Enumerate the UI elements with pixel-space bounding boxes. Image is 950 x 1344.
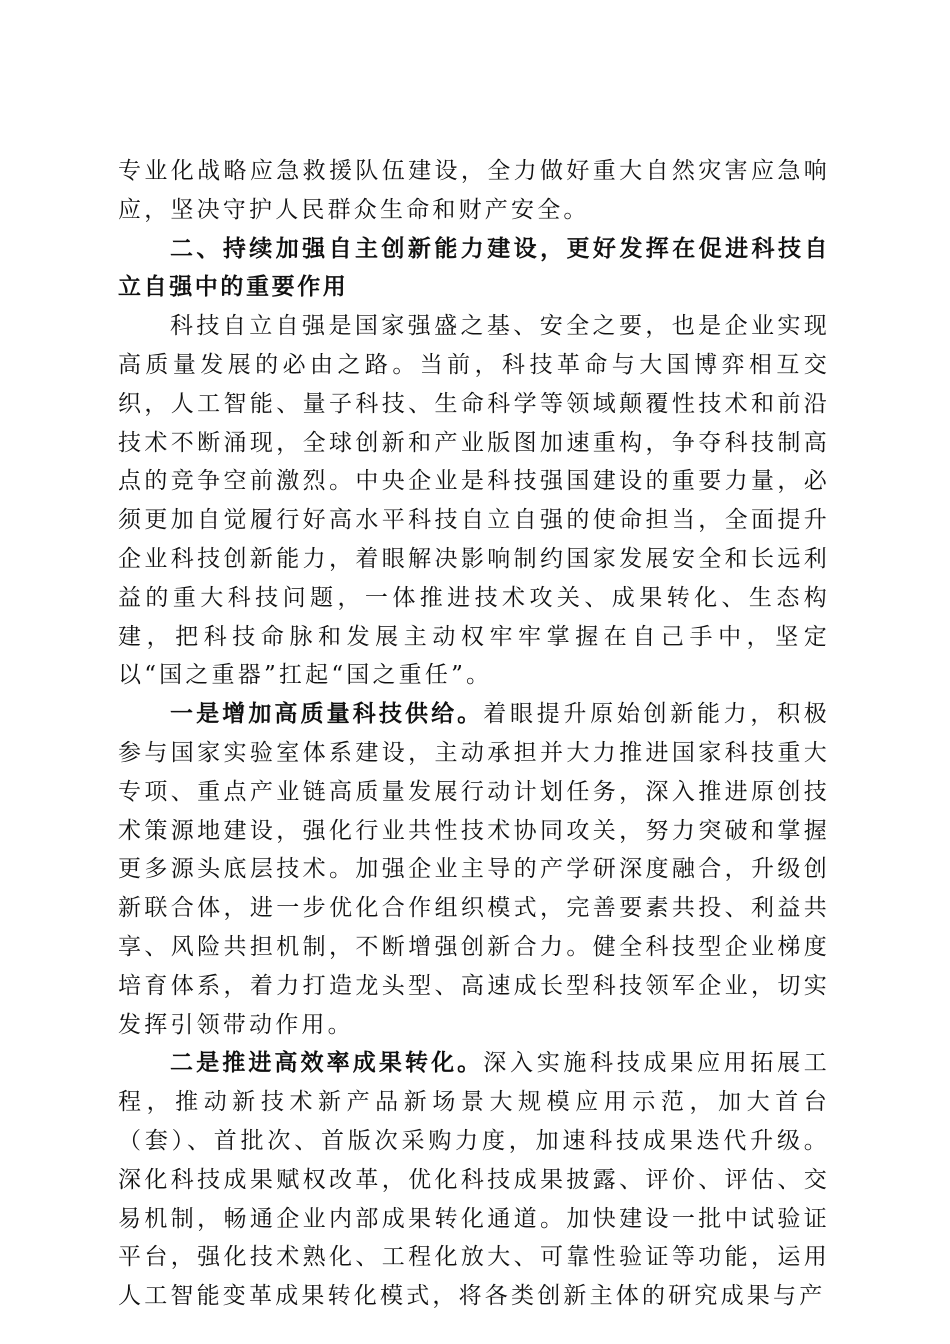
point-two-body: 深入实施科技成果应用拓展工程，推动新技术新产品新场景大规模应用示范，加大首台（套）、首批次、首版次采购力度，加速科技成果迭代升级。深化科技成果赋权改革，优化科技成果披露、评价、评估、交易机制，畅通企业内部成果转化通道。加快建设一批中试验证平台，强化技术熟化、工程化放大、可靠性验证等功能，运用人工智能变革成果转化模式，将各类创新主体的研究成果与产 bbox=[118, 1050, 830, 1310]
intro-paragraph: 科技自立自强是国家强盛之基、安全之要，也是企业实现高质量发展的必由之路。当前，科技革命与大国博弈相互交织，人工智能、量子科技、生命科学等领域颠覆性技术和前沿技术不断涌现，全球创新和产业版图加速重构，争夺科技制高点的竞争空前激烈。中央企业是科技强国建设的重要力量，必须更加自觉履行好高水平科技自立自强的使命担当，全面提升企业科技创新能力，着眼解决影响制约国家发展安全和长远利益的重大科技问题，一体推进技术攻关、成果转化、生态构建，把科技命脉和发展主动权牢牢掌握在自己手中，坚定以“国之重器”扛起“国之重任”。 bbox=[118, 313, 830, 689]
section-heading: 二、持续加强自主创新能力建设，更好发挥在促进科技自立自强中的重要作用 bbox=[118, 235, 830, 301]
point-one-paragraph bbox=[118, 695, 830, 1044]
continued-paragraph: 专业化战略应急救援队伍建设，全力做好重大自然灾害应急响应，坚决守护人民群众生命和财产安全。 bbox=[118, 158, 830, 223]
document-body bbox=[118, 152, 830, 1316]
point-two-paragraph bbox=[118, 1044, 830, 1316]
point-two-lead: 二是推进高效率成果转化。 bbox=[170, 1050, 484, 1077]
point-one-lead: 一是增加高质量科技供给。 bbox=[170, 701, 484, 728]
point-one-body: 着眼提升原始创新能力，积极参与国家实验室体系建设，主动承担并大力推进国家科技重大专项、重点产业链高质量发展行动计划任务，深入推进原创技术策源地建设，强化行业共性技术协同攻关，努力突破和掌握更多源头底层技术。加强企业主导的产学研深度融合，升级创新联合体，进一步优化合作组织模式，完善要素共投、利益共享、风险共担机制，不断增强创新合力。健全科技型企业梯度培育体系，着力打造龙头型、高速成长型科技领军企业，切实发挥引领带动作用。 bbox=[118, 701, 830, 1038]
